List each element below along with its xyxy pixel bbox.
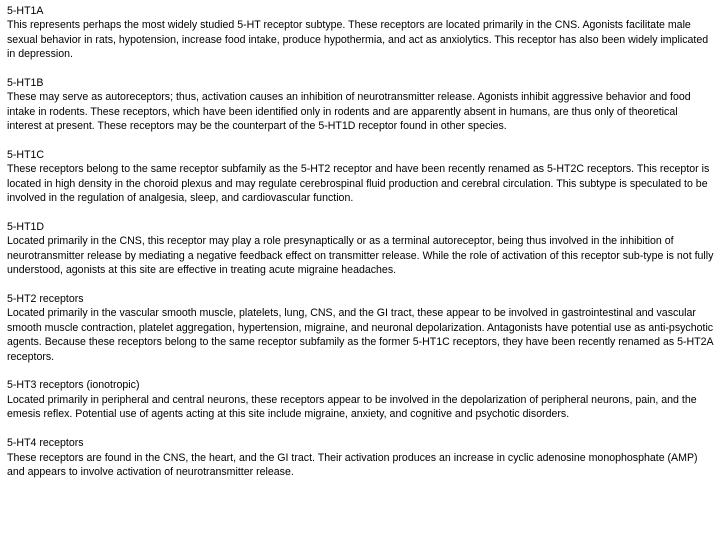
section-5-ht1d [7,220,715,278]
section-5-ht4 [7,436,715,479]
section-body: This represents perhaps the most widely studied 5-HT receptor subtype. These receptors are located primarily in the CNS. Agonists facilitate male sexual behavior in rats, hypotension, increase food intake, produce hypothermia, and act as anxiolytics. This receptor has also been widely implicated in depression. [7,19,709,61]
section-title: 5-HT1B [7,77,44,90]
section-title: 5-HT4 receptors [7,437,84,450]
section-title: 5-HT3 receptors (ionotropic) [7,379,140,392]
section-title: 5-HT1D [7,221,45,234]
section-title: 5-HT1C [7,149,45,162]
section-body: These receptors belong to the same receptor subfamily as the 5-HT2 receptor and have been recently renamed as 5-HT2C receptors. This receptor is located in high density in the choroid plexus and may regulate cerebrospinal fluid production and cerebral circulation. This subtype is speculated to be involved in the regulation of analgesia, sleep, and cardiovascular function. [7,163,710,205]
section-5-ht3 [7,378,715,421]
section-5-ht2 [7,292,715,364]
section-body: Located primarily in the vascular smooth muscle, platelets, lung, CNS, and the GI tract, these appear to be involved in gastrointestinal and vascular smooth muscle contraction, platelet aggregation, hypertension, migraine, and neuronal depolarization. Antagonists have potential use as anti-psychotic agents. Because these receptors belong to the same receptor subfamily as the former 5-HT1C receptors, they have been recently renamed as 5-HT2A receptors. [7,307,714,363]
section-5-ht1c [7,148,715,206]
section-title: 5-HT2 receptors [7,293,84,306]
section-body: Located primarily in peripheral and central neurons, these receptors appear to be involved in the depolarization of peripheral neurons, pain, and the emesis reflex. Potential use of agents acting at this site include migraine, anxiety, and cognitive and psychotic disorders. [7,393,697,421]
section-5-ht1a [7,4,715,62]
section-body: These may serve as autoreceptors; thus, activation causes an inhibition of neurotransmitter release. Agonists inhibit aggressive behavior and food intake in rodents. These receptors, which have been identified only in rodents and are apparently absent in humans, are thus only of theoretical interest at present. These receptors may be the counterpart of the 5-HT1D receptor found in other species. [7,91,691,133]
section-body: Located primarily in the CNS, this receptor may play a role presynaptically or as a terminal autoreceptor, being thus involved in the inhibition of neurotransmitter release by mediating a negative feedback effect on transmitter release. While the role of activation of this receptor sub-type is not fully understood, agonists at this site are effective in treating acute migraine headaches. [7,235,714,277]
document-page [7,4,715,494]
section-title: 5-HT1A [7,5,44,17]
section-5-ht1b [7,76,715,134]
section-body: These receptors are found in the CNS, the heart, and the GI tract. Their activation produces an increase in cyclic adenosine monophosphate (AMP) and appears to involve activation of neurotransmitter release. [7,451,698,478]
